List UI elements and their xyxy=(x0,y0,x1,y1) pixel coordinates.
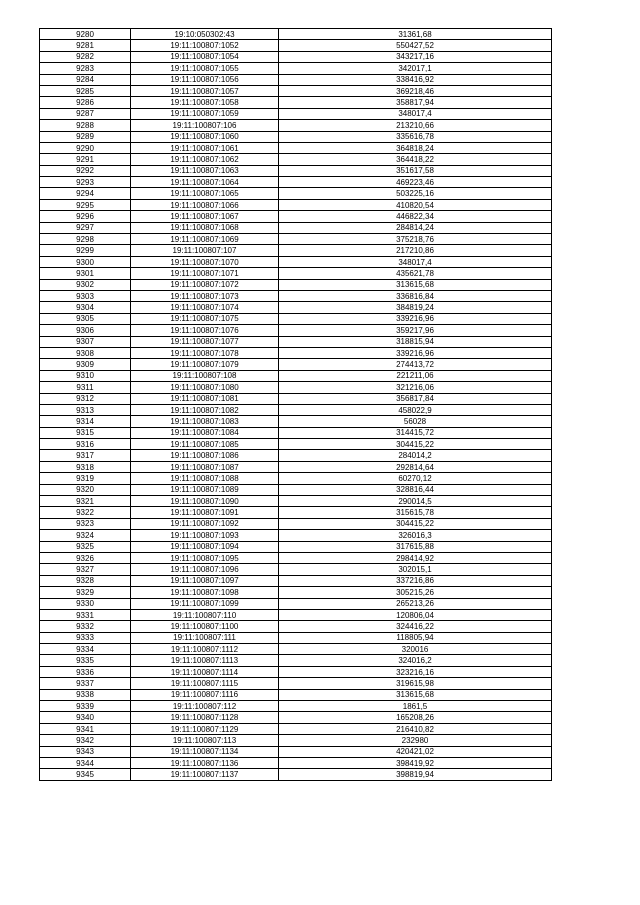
cadastral-number-cell: 19:11:100807:1085 xyxy=(131,439,279,450)
value-cell: 469223,46 xyxy=(279,177,552,188)
row-number-cell: 9290 xyxy=(40,142,131,153)
value-cell: 284814,24 xyxy=(279,222,552,233)
table-row xyxy=(40,97,552,108)
value-cell: 339216,96 xyxy=(279,347,552,358)
cadastral-number-cell: 19:11:100807:1100 xyxy=(131,621,279,632)
value-cell: 302015,1 xyxy=(279,564,552,575)
cadastral-number-cell: 19:11:100807:1061 xyxy=(131,142,279,153)
row-number-cell: 9341 xyxy=(40,723,131,734)
value-cell: 458022,9 xyxy=(279,404,552,415)
cadastral-number-cell: 19:11:100807:1096 xyxy=(131,564,279,575)
cadastral-number-cell: 19:11:100807:1115 xyxy=(131,678,279,689)
value-cell: 213210,66 xyxy=(279,120,552,131)
table-row xyxy=(40,473,552,484)
row-number-cell: 9307 xyxy=(40,336,131,347)
table-row xyxy=(40,234,552,245)
table-row xyxy=(40,302,552,313)
row-number-cell: 9281 xyxy=(40,40,131,51)
cadastral-number-cell: 19:11:100807:1079 xyxy=(131,359,279,370)
value-cell: 336816,84 xyxy=(279,290,552,301)
row-number-cell: 9294 xyxy=(40,188,131,199)
row-number-cell: 9344 xyxy=(40,758,131,769)
row-number-cell: 9323 xyxy=(40,518,131,529)
table-row xyxy=(40,211,552,222)
table-row xyxy=(40,723,552,734)
row-number-cell: 9342 xyxy=(40,735,131,746)
table-row xyxy=(40,598,552,609)
cadastral-number-cell: 19:11:100807:1097 xyxy=(131,575,279,586)
table-row xyxy=(40,154,552,165)
table-row xyxy=(40,678,552,689)
table-row xyxy=(40,609,552,620)
cadastral-number-cell: 19:11:100807:1128 xyxy=(131,712,279,723)
row-number-cell: 9329 xyxy=(40,587,131,598)
table-row xyxy=(40,450,552,461)
value-cell: 290014,5 xyxy=(279,496,552,507)
cadastral-number-cell: 19:11:100807:1113 xyxy=(131,655,279,666)
table-row xyxy=(40,541,552,552)
cadastral-number-cell: 19:11:100807:1087 xyxy=(131,461,279,472)
cadastral-number-cell: 19:11:100807:1112 xyxy=(131,644,279,655)
value-cell: 338416,92 xyxy=(279,74,552,85)
value-cell: 324416,22 xyxy=(279,621,552,632)
row-number-cell: 9318 xyxy=(40,461,131,472)
value-cell: 328816,44 xyxy=(279,484,552,495)
table-row xyxy=(40,439,552,450)
row-number-cell: 9293 xyxy=(40,177,131,188)
table-row xyxy=(40,632,552,643)
table-row xyxy=(40,587,552,598)
value-cell: 120806,04 xyxy=(279,609,552,620)
cadastral-number-cell: 19:11:100807:1052 xyxy=(131,40,279,51)
cadastral-number-cell: 19:11:100807:1092 xyxy=(131,518,279,529)
cadastral-number-cell: 19:11:100807:112 xyxy=(131,701,279,712)
row-number-cell: 9337 xyxy=(40,678,131,689)
value-cell: 446822,34 xyxy=(279,211,552,222)
value-cell: 304415,22 xyxy=(279,439,552,450)
value-cell: 364818,24 xyxy=(279,142,552,153)
value-cell: 298414,92 xyxy=(279,552,552,563)
row-number-cell: 9330 xyxy=(40,598,131,609)
table-row xyxy=(40,735,552,746)
cadastral-number-cell: 19:11:100807:1093 xyxy=(131,530,279,541)
table-row xyxy=(40,347,552,358)
cadastral-number-cell: 19:11:100807:108 xyxy=(131,370,279,381)
table-row xyxy=(40,621,552,632)
cadastral-number-cell: 19:11:100807:1086 xyxy=(131,450,279,461)
table-row xyxy=(40,199,552,210)
cadastral-number-cell: 19:11:100807:1075 xyxy=(131,313,279,324)
value-cell: 356817,84 xyxy=(279,393,552,404)
value-cell: 348017,4 xyxy=(279,108,552,119)
table-row xyxy=(40,404,552,415)
table-row xyxy=(40,507,552,518)
cadastral-number-cell: 19:11:100807:107 xyxy=(131,245,279,256)
value-cell: 1861,5 xyxy=(279,701,552,712)
row-number-cell: 9296 xyxy=(40,211,131,222)
cadastral-number-cell: 19:11:100807:1082 xyxy=(131,404,279,415)
value-cell: 321216,06 xyxy=(279,382,552,393)
row-number-cell: 9333 xyxy=(40,632,131,643)
cadastral-value-table xyxy=(39,28,552,781)
row-number-cell: 9306 xyxy=(40,325,131,336)
table-row xyxy=(40,268,552,279)
row-number-cell: 9311 xyxy=(40,382,131,393)
value-cell: 359217,96 xyxy=(279,325,552,336)
cadastral-number-cell: 19:11:100807:1060 xyxy=(131,131,279,142)
cadastral-number-cell: 19:11:100807:1091 xyxy=(131,507,279,518)
table-row xyxy=(40,655,552,666)
cadastral-number-cell: 19:11:100807:1114 xyxy=(131,666,279,677)
cadastral-number-cell: 19:11:100807:1065 xyxy=(131,188,279,199)
table-row xyxy=(40,325,552,336)
row-number-cell: 9303 xyxy=(40,290,131,301)
value-cell: 165208,26 xyxy=(279,712,552,723)
value-cell: 326016,3 xyxy=(279,530,552,541)
value-cell: 216410,82 xyxy=(279,723,552,734)
row-number-cell: 9320 xyxy=(40,484,131,495)
cadastral-number-cell: 19:11:100807:1077 xyxy=(131,336,279,347)
table-row xyxy=(40,530,552,541)
row-number-cell: 9343 xyxy=(40,746,131,757)
row-number-cell: 9288 xyxy=(40,120,131,131)
value-cell: 56028 xyxy=(279,416,552,427)
table-row xyxy=(40,245,552,256)
cadastral-number-cell: 19:11:100807:1084 xyxy=(131,427,279,438)
value-cell: 375218,76 xyxy=(279,234,552,245)
table-row xyxy=(40,701,552,712)
table-row xyxy=(40,29,552,40)
cadastral-number-cell: 19:11:100807:110 xyxy=(131,609,279,620)
table-row xyxy=(40,177,552,188)
row-number-cell: 9310 xyxy=(40,370,131,381)
row-number-cell: 9295 xyxy=(40,199,131,210)
value-cell: 369218,46 xyxy=(279,85,552,96)
table-row xyxy=(40,142,552,153)
cadastral-number-cell: 19:11:100807:1090 xyxy=(131,496,279,507)
table-row xyxy=(40,336,552,347)
table-row xyxy=(40,666,552,677)
value-cell: 342017,1 xyxy=(279,63,552,74)
row-number-cell: 9298 xyxy=(40,234,131,245)
row-number-cell: 9332 xyxy=(40,621,131,632)
table-row xyxy=(40,393,552,404)
table-row xyxy=(40,131,552,142)
table-row xyxy=(40,552,552,563)
row-number-cell: 9321 xyxy=(40,496,131,507)
table-row xyxy=(40,769,552,780)
cadastral-number-cell: 19:11:100807:1069 xyxy=(131,234,279,245)
value-cell: 217210,86 xyxy=(279,245,552,256)
cadastral-number-cell: 19:11:100807:1095 xyxy=(131,552,279,563)
table-row xyxy=(40,359,552,370)
value-cell: 313615,68 xyxy=(279,279,552,290)
value-cell: 304415,22 xyxy=(279,518,552,529)
cadastral-number-cell: 19:11:100807:1057 xyxy=(131,85,279,96)
cadastral-number-cell: 19:11:100807:1058 xyxy=(131,97,279,108)
value-cell: 274413,72 xyxy=(279,359,552,370)
cadastral-number-cell: 19:11:100807:1054 xyxy=(131,51,279,62)
row-number-cell: 9327 xyxy=(40,564,131,575)
cadastral-number-cell: 19:11:100807:113 xyxy=(131,735,279,746)
row-number-cell: 9313 xyxy=(40,404,131,415)
cadastral-number-cell: 19:11:100807:1055 xyxy=(131,63,279,74)
cadastral-number-cell: 19:11:100807:1068 xyxy=(131,222,279,233)
table-row xyxy=(40,279,552,290)
row-number-cell: 9309 xyxy=(40,359,131,370)
row-number-cell: 9315 xyxy=(40,427,131,438)
table-row xyxy=(40,222,552,233)
row-number-cell: 9340 xyxy=(40,712,131,723)
value-cell: 305215,26 xyxy=(279,587,552,598)
value-cell: 503225,16 xyxy=(279,188,552,199)
row-number-cell: 9314 xyxy=(40,416,131,427)
value-cell: 319615,98 xyxy=(279,678,552,689)
table-row xyxy=(40,712,552,723)
table-row xyxy=(40,689,552,700)
value-cell: 398819,94 xyxy=(279,769,552,780)
cadastral-number-cell: 19:11:100807:1056 xyxy=(131,74,279,85)
cadastral-number-cell: 19:11:100807:1088 xyxy=(131,473,279,484)
value-cell: 221211,06 xyxy=(279,370,552,381)
cadastral-number-cell: 19:11:100807:1083 xyxy=(131,416,279,427)
cadastral-number-cell: 19:11:100807:1136 xyxy=(131,758,279,769)
value-cell: 60270,12 xyxy=(279,473,552,484)
table-row xyxy=(40,575,552,586)
row-number-cell: 9283 xyxy=(40,63,131,74)
value-cell: 398419,92 xyxy=(279,758,552,769)
table-row xyxy=(40,108,552,119)
table-body xyxy=(40,29,552,781)
table-row xyxy=(40,165,552,176)
cadastral-number-cell: 19:11:100807:1073 xyxy=(131,290,279,301)
row-number-cell: 9289 xyxy=(40,131,131,142)
cadastral-number-cell: 19:11:100807:1081 xyxy=(131,393,279,404)
row-number-cell: 9326 xyxy=(40,552,131,563)
value-cell: 550427,52 xyxy=(279,40,552,51)
table-row xyxy=(40,644,552,655)
cadastral-number-cell: 19:11:100807:1074 xyxy=(131,302,279,313)
table-row xyxy=(40,63,552,74)
table-row xyxy=(40,382,552,393)
value-cell: 318815,94 xyxy=(279,336,552,347)
row-number-cell: 9282 xyxy=(40,51,131,62)
value-cell: 284014,2 xyxy=(279,450,552,461)
row-number-cell: 9302 xyxy=(40,279,131,290)
row-number-cell: 9301 xyxy=(40,268,131,279)
value-cell: 384819,24 xyxy=(279,302,552,313)
table-row xyxy=(40,40,552,51)
row-number-cell: 9325 xyxy=(40,541,131,552)
table-row xyxy=(40,427,552,438)
cadastral-number-cell: 19:11:100807:1137 xyxy=(131,769,279,780)
cadastral-number-cell: 19:11:100807:1063 xyxy=(131,165,279,176)
cadastral-number-cell: 19:11:100807:1134 xyxy=(131,746,279,757)
row-number-cell: 9328 xyxy=(40,575,131,586)
table-row xyxy=(40,256,552,267)
value-cell: 358817,94 xyxy=(279,97,552,108)
cadastral-number-cell: 19:11:100807:1089 xyxy=(131,484,279,495)
row-number-cell: 9291 xyxy=(40,154,131,165)
row-number-cell: 9308 xyxy=(40,347,131,358)
cadastral-number-cell: 19:11:100807:1078 xyxy=(131,347,279,358)
cadastral-number-cell: 19:11:100807:1067 xyxy=(131,211,279,222)
cadastral-number-cell: 19:11:100807:1098 xyxy=(131,587,279,598)
row-number-cell: 9285 xyxy=(40,85,131,96)
row-number-cell: 9305 xyxy=(40,313,131,324)
value-cell: 265213,26 xyxy=(279,598,552,609)
value-cell: 364418,22 xyxy=(279,154,552,165)
table-row xyxy=(40,496,552,507)
row-number-cell: 9331 xyxy=(40,609,131,620)
value-cell: 118805,94 xyxy=(279,632,552,643)
cadastral-number-cell: 19:11:100807:1072 xyxy=(131,279,279,290)
table-row xyxy=(40,188,552,199)
row-number-cell: 9280 xyxy=(40,29,131,40)
value-cell: 232980 xyxy=(279,735,552,746)
table-row xyxy=(40,370,552,381)
value-cell: 335616,78 xyxy=(279,131,552,142)
row-number-cell: 9312 xyxy=(40,393,131,404)
value-cell: 348017,4 xyxy=(279,256,552,267)
row-number-cell: 9319 xyxy=(40,473,131,484)
row-number-cell: 9304 xyxy=(40,302,131,313)
row-number-cell: 9334 xyxy=(40,644,131,655)
cadastral-number-cell: 19:11:100807:1116 xyxy=(131,689,279,700)
table-row xyxy=(40,51,552,62)
value-cell: 410820,54 xyxy=(279,199,552,210)
row-number-cell: 9335 xyxy=(40,655,131,666)
value-cell: 315615,78 xyxy=(279,507,552,518)
value-cell: 324016,2 xyxy=(279,655,552,666)
row-number-cell: 9324 xyxy=(40,530,131,541)
table-row xyxy=(40,85,552,96)
table-row xyxy=(40,484,552,495)
value-cell: 337216,86 xyxy=(279,575,552,586)
value-cell: 320016 xyxy=(279,644,552,655)
cadastral-number-cell: 19:11:100807:1094 xyxy=(131,541,279,552)
cadastral-number-cell: 19:11:100807:1064 xyxy=(131,177,279,188)
table-row xyxy=(40,758,552,769)
table-row xyxy=(40,564,552,575)
row-number-cell: 9300 xyxy=(40,256,131,267)
cadastral-number-cell: 19:11:100807:1080 xyxy=(131,382,279,393)
cadastral-number-cell: 19:11:100807:1071 xyxy=(131,268,279,279)
value-cell: 314415,72 xyxy=(279,427,552,438)
row-number-cell: 9286 xyxy=(40,97,131,108)
cadastral-number-cell: 19:11:100807:1099 xyxy=(131,598,279,609)
value-cell: 339216,96 xyxy=(279,313,552,324)
table-row xyxy=(40,746,552,757)
value-cell: 313615,68 xyxy=(279,689,552,700)
row-number-cell: 9317 xyxy=(40,450,131,461)
cadastral-number-cell: 19:11:100807:1062 xyxy=(131,154,279,165)
row-number-cell: 9284 xyxy=(40,74,131,85)
value-cell: 31361,68 xyxy=(279,29,552,40)
cadastral-number-cell: 19:11:100807:106 xyxy=(131,120,279,131)
row-number-cell: 9322 xyxy=(40,507,131,518)
row-number-cell: 9345 xyxy=(40,769,131,780)
table-row xyxy=(40,74,552,85)
table-row xyxy=(40,461,552,472)
table-row xyxy=(40,313,552,324)
value-cell: 351617,58 xyxy=(279,165,552,176)
cadastral-number-cell: 19:11:100807:1066 xyxy=(131,199,279,210)
cadastral-number-cell: 19:11:100807:1129 xyxy=(131,723,279,734)
value-cell: 323216,16 xyxy=(279,666,552,677)
table-row xyxy=(40,518,552,529)
cadastral-number-cell: 19:11:100807:1059 xyxy=(131,108,279,119)
row-number-cell: 9339 xyxy=(40,701,131,712)
table-row xyxy=(40,290,552,301)
cadastral-number-cell: 19:11:100807:1070 xyxy=(131,256,279,267)
value-cell: 343217,16 xyxy=(279,51,552,62)
table-row xyxy=(40,416,552,427)
row-number-cell: 9292 xyxy=(40,165,131,176)
value-cell: 317615,88 xyxy=(279,541,552,552)
row-number-cell: 9336 xyxy=(40,666,131,677)
row-number-cell: 9297 xyxy=(40,222,131,233)
value-cell: 292814,64 xyxy=(279,461,552,472)
cadastral-number-cell: 19:11:100807:1076 xyxy=(131,325,279,336)
value-cell: 435621,78 xyxy=(279,268,552,279)
table-row xyxy=(40,120,552,131)
row-number-cell: 9299 xyxy=(40,245,131,256)
row-number-cell: 9338 xyxy=(40,689,131,700)
row-number-cell: 9287 xyxy=(40,108,131,119)
cadastral-number-cell: 19:11:100807:111 xyxy=(131,632,279,643)
cadastral-number-cell: 19:10:050302:43 xyxy=(131,29,279,40)
value-cell: 420421,02 xyxy=(279,746,552,757)
row-number-cell: 9316 xyxy=(40,439,131,450)
